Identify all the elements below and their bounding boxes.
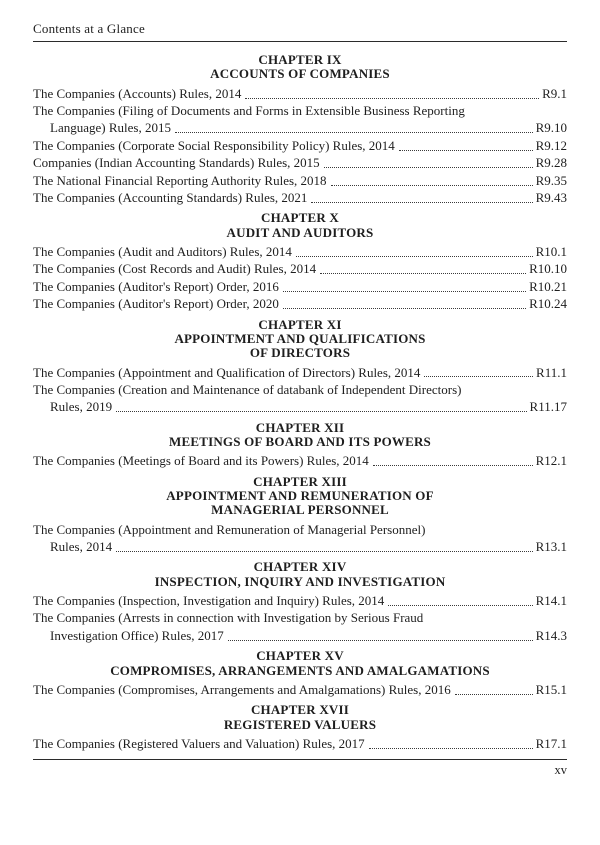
page-reference: R9.35 bbox=[535, 172, 567, 188]
page-reference: R9.43 bbox=[535, 190, 567, 206]
entry-text: The Companies (Corporate Social Responsibility Policy) Rules, 2014 bbox=[33, 137, 395, 153]
entry-line bbox=[33, 137, 567, 154]
chapter-heading-line: CHAPTER IX bbox=[258, 52, 342, 67]
chapter-section bbox=[33, 649, 567, 698]
chapter-section bbox=[33, 475, 567, 556]
chapter-heading-line: CHAPTER X bbox=[261, 210, 339, 226]
running-header-title: Contents at a Glance bbox=[33, 21, 145, 36]
page-reference: R11.1 bbox=[536, 364, 567, 380]
chapter-heading bbox=[33, 703, 567, 732]
entry-line bbox=[33, 260, 567, 277]
toc-entry bbox=[33, 154, 567, 171]
page-reference: R10.10 bbox=[529, 261, 567, 277]
chapter-heading-line: CHAPTER XI bbox=[258, 316, 342, 332]
page-reference: R14.1 bbox=[535, 593, 567, 609]
chapter-heading-line: ACCOUNTS OF COMPANIES bbox=[210, 66, 390, 82]
toc-entry bbox=[33, 243, 567, 260]
toc-entry bbox=[33, 592, 567, 609]
entry-text: The Companies (Appointment and Qualification of Directors) Rules, 2014 bbox=[33, 364, 421, 380]
entry-text: The Companies (Compromises, Arrangements and Amalgamations) Rules, 2016 bbox=[33, 681, 451, 697]
chapter-heading-line: OF DIRECTORS bbox=[249, 345, 351, 361]
toc-entry bbox=[33, 735, 567, 752]
chapter-heading bbox=[33, 560, 567, 589]
page-reference: R10.1 bbox=[535, 244, 567, 260]
entry-line bbox=[33, 735, 567, 752]
entry-text: Language) Rules, 2015 bbox=[50, 120, 171, 136]
page-reference: R10.24 bbox=[529, 296, 567, 312]
entry-line bbox=[33, 243, 567, 260]
entry-text: The Companies (Accounts) Rules, 2014 bbox=[33, 85, 242, 101]
entry-line bbox=[33, 609, 567, 626]
dot-leader bbox=[311, 189, 532, 203]
entry-text: Rules, 2019 bbox=[50, 399, 113, 415]
toc-entry bbox=[33, 364, 567, 381]
toc-entry bbox=[33, 102, 567, 137]
dot-leader bbox=[283, 278, 526, 292]
dot-leader bbox=[320, 260, 526, 274]
entry-text: The Companies (Arrests in connection with Investigation by Serious Fraud bbox=[33, 610, 424, 626]
entry-text: Companies (Indian Accounting Standards) Rules, 2015 bbox=[33, 155, 320, 171]
entry-line bbox=[33, 521, 567, 538]
entry-line bbox=[33, 627, 567, 644]
entry-line bbox=[33, 102, 567, 119]
entry-text: The Companies (Accounting Standards) Rules, 2021 bbox=[33, 190, 308, 206]
toc-entry bbox=[33, 137, 567, 154]
entry-line bbox=[33, 172, 567, 189]
chapter-section bbox=[33, 560, 567, 644]
chapter-heading-line: REGISTERED VALUERS bbox=[223, 716, 377, 732]
toc-entry bbox=[33, 381, 567, 416]
entry-line bbox=[33, 364, 567, 381]
entry-line bbox=[33, 154, 567, 171]
entry-text: Rules, 2014 bbox=[50, 539, 113, 555]
chapter-heading-line: MEETINGS OF BOARD AND ITS POWERS bbox=[169, 434, 431, 450]
dot-leader bbox=[116, 538, 532, 552]
dot-leader bbox=[324, 154, 533, 168]
entry-text: Investigation Office) Rules, 2017 bbox=[50, 627, 224, 643]
dot-leader bbox=[399, 137, 533, 151]
entry-line bbox=[33, 398, 567, 415]
chapter-section bbox=[33, 318, 567, 416]
chapter-heading-line: CHAPTER XVII bbox=[250, 702, 350, 718]
page-reference: R11.17 bbox=[529, 399, 567, 415]
chapter-heading bbox=[33, 649, 567, 678]
page-reference: R12.1 bbox=[535, 453, 567, 469]
toc-entry bbox=[33, 452, 567, 469]
chapter-heading bbox=[33, 53, 567, 82]
entry-text: The Companies (Registered Valuers and Valuation) Rules, 2017 bbox=[33, 735, 365, 751]
dot-leader bbox=[373, 452, 533, 466]
chapter-section bbox=[33, 211, 567, 312]
page-reference: R14.3 bbox=[535, 627, 567, 643]
dot-leader bbox=[369, 735, 533, 749]
page-footer bbox=[33, 759, 567, 778]
chapter-heading-line: APPOINTMENT AND REMUNERATION OF bbox=[166, 488, 434, 504]
entry-line bbox=[33, 538, 567, 555]
page-reference: R9.1 bbox=[542, 85, 567, 101]
dot-leader bbox=[283, 295, 526, 309]
page-reference: R9.10 bbox=[535, 120, 567, 136]
dot-leader bbox=[228, 627, 533, 641]
chapter-section bbox=[33, 703, 567, 752]
dot-leader bbox=[455, 681, 533, 695]
toc-entry bbox=[33, 260, 567, 277]
entry-text: The Companies (Inspection, Investigation and Inquiry) Rules, 2014 bbox=[33, 593, 385, 609]
page-reference: R10.21 bbox=[529, 278, 567, 294]
page-number: xv bbox=[554, 763, 567, 777]
entry-line bbox=[33, 85, 567, 102]
chapter-section bbox=[33, 421, 567, 470]
entry-line bbox=[33, 119, 567, 136]
entry-text: The Companies (Appointment and Remuneration of Managerial Personnel) bbox=[33, 521, 426, 537]
chapter-heading-line: COMPROMISES, ARRANGEMENTS AND AMALGAMATIONS bbox=[110, 662, 490, 678]
entry-text: The Companies (Creation and Maintenance of databank of Independent Directors) bbox=[33, 381, 462, 397]
chapter-heading bbox=[33, 475, 567, 518]
page-reference: R15.1 bbox=[535, 681, 567, 697]
dot-leader bbox=[388, 592, 532, 606]
entry-text: The Companies (Meetings of Board and its Powers) Rules, 2014 bbox=[33, 453, 369, 469]
entry-text: The National Financial Reporting Authority Rules, 2018 bbox=[33, 172, 327, 188]
chapter-heading-line: CHAPTER XIV bbox=[253, 559, 347, 575]
entry-text: The Companies (Filing of Documents and Forms in Extensible Business Reporting bbox=[33, 103, 465, 118]
toc-entry bbox=[33, 295, 567, 312]
entry-text: The Companies (Auditor's Report) Order, 2016 bbox=[33, 278, 279, 294]
entry-line bbox=[33, 681, 567, 698]
dot-leader bbox=[331, 172, 533, 186]
dot-leader bbox=[424, 364, 533, 378]
entry-line bbox=[33, 278, 567, 295]
chapter-heading-line: APPOINTMENT AND QUALIFICATIONS bbox=[174, 330, 426, 346]
chapter-heading bbox=[33, 318, 567, 361]
entry-text: The Companies (Audit and Auditors) Rules, 2014 bbox=[33, 244, 292, 260]
dot-leader bbox=[116, 398, 526, 412]
toc-entry bbox=[33, 189, 567, 206]
entry-line bbox=[33, 452, 567, 469]
entry-text: The Companies (Auditor's Report) Order, 2020 bbox=[33, 296, 279, 312]
dot-leader bbox=[296, 243, 533, 257]
toc-entry bbox=[33, 278, 567, 295]
toc-entry bbox=[33, 521, 567, 556]
chapter-heading-line: CHAPTER XV bbox=[256, 648, 344, 664]
chapter-heading-line: MANAGERIAL PERSONNEL bbox=[211, 502, 389, 518]
toc-entry bbox=[33, 681, 567, 698]
chapter-heading-line: INSPECTION, INQUIRY AND INVESTIGATION bbox=[154, 573, 446, 589]
toc-entry bbox=[33, 609, 567, 644]
entry-line bbox=[33, 381, 567, 398]
dot-leader bbox=[175, 119, 533, 133]
entry-line bbox=[33, 592, 567, 609]
page-reference: R9.12 bbox=[535, 137, 567, 153]
dot-leader bbox=[245, 85, 539, 99]
chapter-heading-line: CHAPTER XII bbox=[255, 419, 345, 435]
entry-text: The Companies (Cost Records and Audit) Rules, 2014 bbox=[33, 261, 317, 277]
chapter-heading bbox=[33, 421, 567, 450]
table-of-contents bbox=[33, 53, 567, 752]
chapter-heading-line: CHAPTER XIII bbox=[253, 473, 347, 489]
page-reference: R13.1 bbox=[535, 539, 567, 555]
chapter-heading bbox=[33, 211, 567, 240]
page-reference: R17.1 bbox=[535, 735, 567, 751]
entry-line bbox=[33, 295, 567, 312]
chapter-section bbox=[33, 53, 567, 206]
entry-line bbox=[33, 189, 567, 206]
toc-entry bbox=[33, 85, 567, 102]
chapter-heading-line: AUDIT AND AUDITORS bbox=[226, 224, 374, 240]
page-reference: R9.28 bbox=[535, 155, 567, 171]
toc-entry bbox=[33, 172, 567, 189]
running-header bbox=[33, 0, 567, 42]
